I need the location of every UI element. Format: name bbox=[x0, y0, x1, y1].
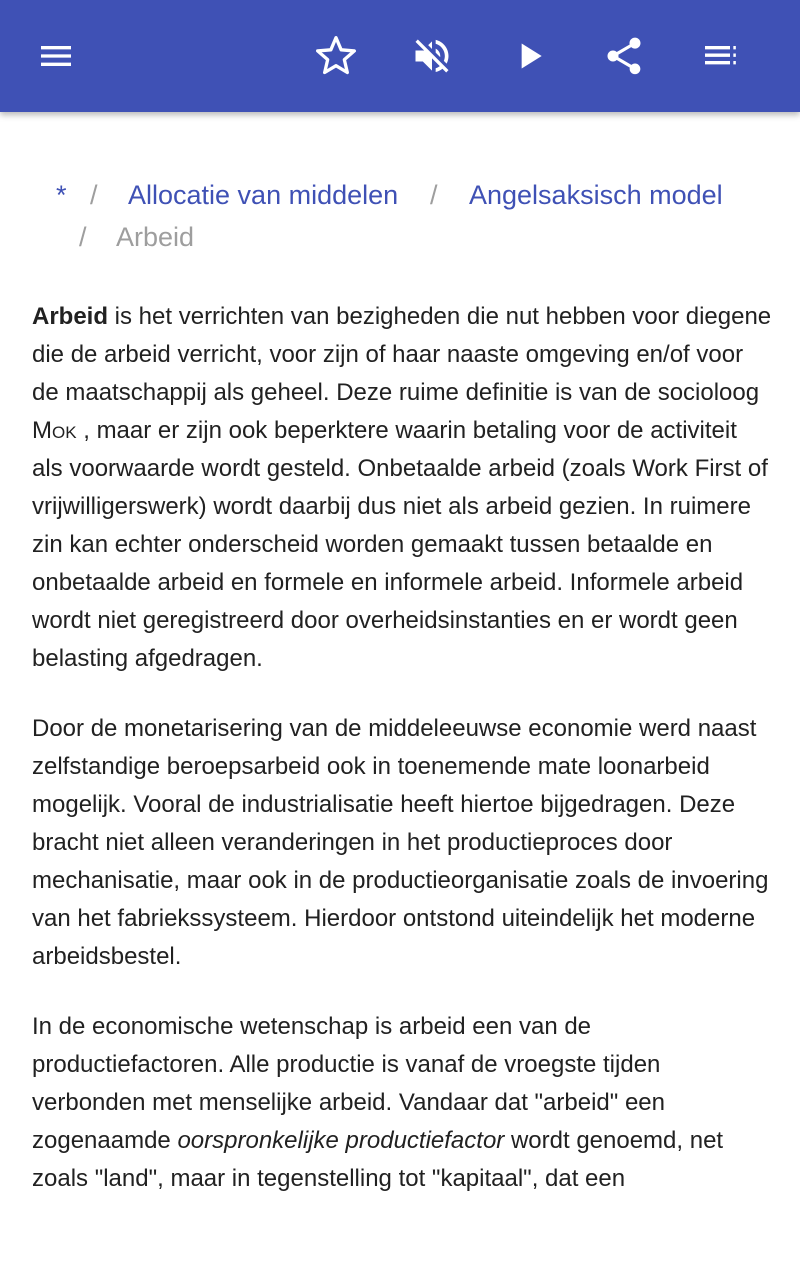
volume-off-icon bbox=[410, 34, 454, 78]
menu-icon bbox=[36, 36, 76, 76]
article-paragraph-1 bbox=[32, 298, 772, 678]
playlist-icon bbox=[700, 36, 740, 76]
app-toolbar bbox=[0, 0, 800, 112]
content-area[interactable] bbox=[0, 112, 800, 1280]
article-term: Arbeid bbox=[32, 303, 109, 330]
emphasized-term: oorspronkelijke productiefactor bbox=[177, 1127, 505, 1154]
paragraph-text: In de economische wetenschap is arbeid een van de productiefactoren. Alle productie is vanaf de vroegste tijden verbonden met menselijke arbeid. Vandaar dat "arbeid" een zogenaamde bbox=[32, 1013, 665, 1154]
favorite-button[interactable] bbox=[304, 24, 368, 88]
breadcrumb-angelsaksisch-link[interactable]: Angelsaksisch model bbox=[469, 180, 723, 210]
breadcrumb-home-link[interactable]: * bbox=[56, 180, 67, 210]
paragraph-text: , maar er zijn ook beperktere waarin betaling voor de activiteit als voorwaarde wordt gesteld. Onbetaalde arbeid (zoals Work First of vrijwilligerswerk) wordt daarbij dus niet als arbeid gezien. In ruimere zin kan echter onderscheid worden gemaakt tussen betaalde en onbetaalde arbeid en formele en informele arbeid. Informele arbeid wordt niet geregistreerd door overheidsinstanties en er wordt geen belasting afgedragen. bbox=[32, 417, 768, 672]
breadcrumb-row-1 bbox=[0, 174, 800, 216]
breadcrumb-row-2 bbox=[0, 216, 800, 258]
article-body bbox=[32, 298, 772, 1230]
breadcrumb-allocatie-link[interactable]: Allocatie van middelen bbox=[128, 180, 399, 210]
breadcrumb-separator: / bbox=[90, 180, 98, 210]
mute-button[interactable] bbox=[400, 24, 464, 88]
breadcrumb-separator: / bbox=[79, 222, 87, 252]
breadcrumb bbox=[0, 174, 800, 258]
article-paragraph-2: Door de monetarisering van de middeleeuwse economie werd naast zelfstandige beroepsarbeid ook in toenemende mate loonarbeid mogelijk. Vooral de industrialisatie heeft hiertoe bijgedragen. Deze bracht niet alleen veranderingen in het productieproces door mechanisatie, maar ook in de productieorganisatie zoals de invoering van het fabriekssysteem. Hierdoor ontstond uiteindelijk het moderne arbeidsbestel. bbox=[32, 715, 769, 970]
star-icon bbox=[314, 34, 358, 78]
share-icon bbox=[602, 34, 646, 78]
share-button[interactable] bbox=[592, 24, 656, 88]
article-paragraph-3 bbox=[32, 1008, 772, 1198]
play-button[interactable] bbox=[498, 24, 562, 88]
breadcrumb-current: Arbeid bbox=[116, 222, 195, 252]
paragraph-text: wordt genoemd, net zoals "land", maar in tegenstelling tot "kapitaal", dat een bbox=[32, 1127, 724, 1192]
play-icon bbox=[510, 36, 550, 76]
menu-button[interactable] bbox=[24, 24, 88, 88]
paragraph-text: is het verrichten van bezigheden die nut hebben voor diegene die de arbeid verricht, voor zijn of haar naaste omgeving en/of voor de maatschappij als geheel. Deze ruime definitie is van de socioloog bbox=[32, 303, 772, 406]
author-name: Mok bbox=[32, 417, 77, 444]
breadcrumb-separator: / bbox=[430, 180, 438, 210]
playlist-button[interactable] bbox=[688, 24, 752, 88]
